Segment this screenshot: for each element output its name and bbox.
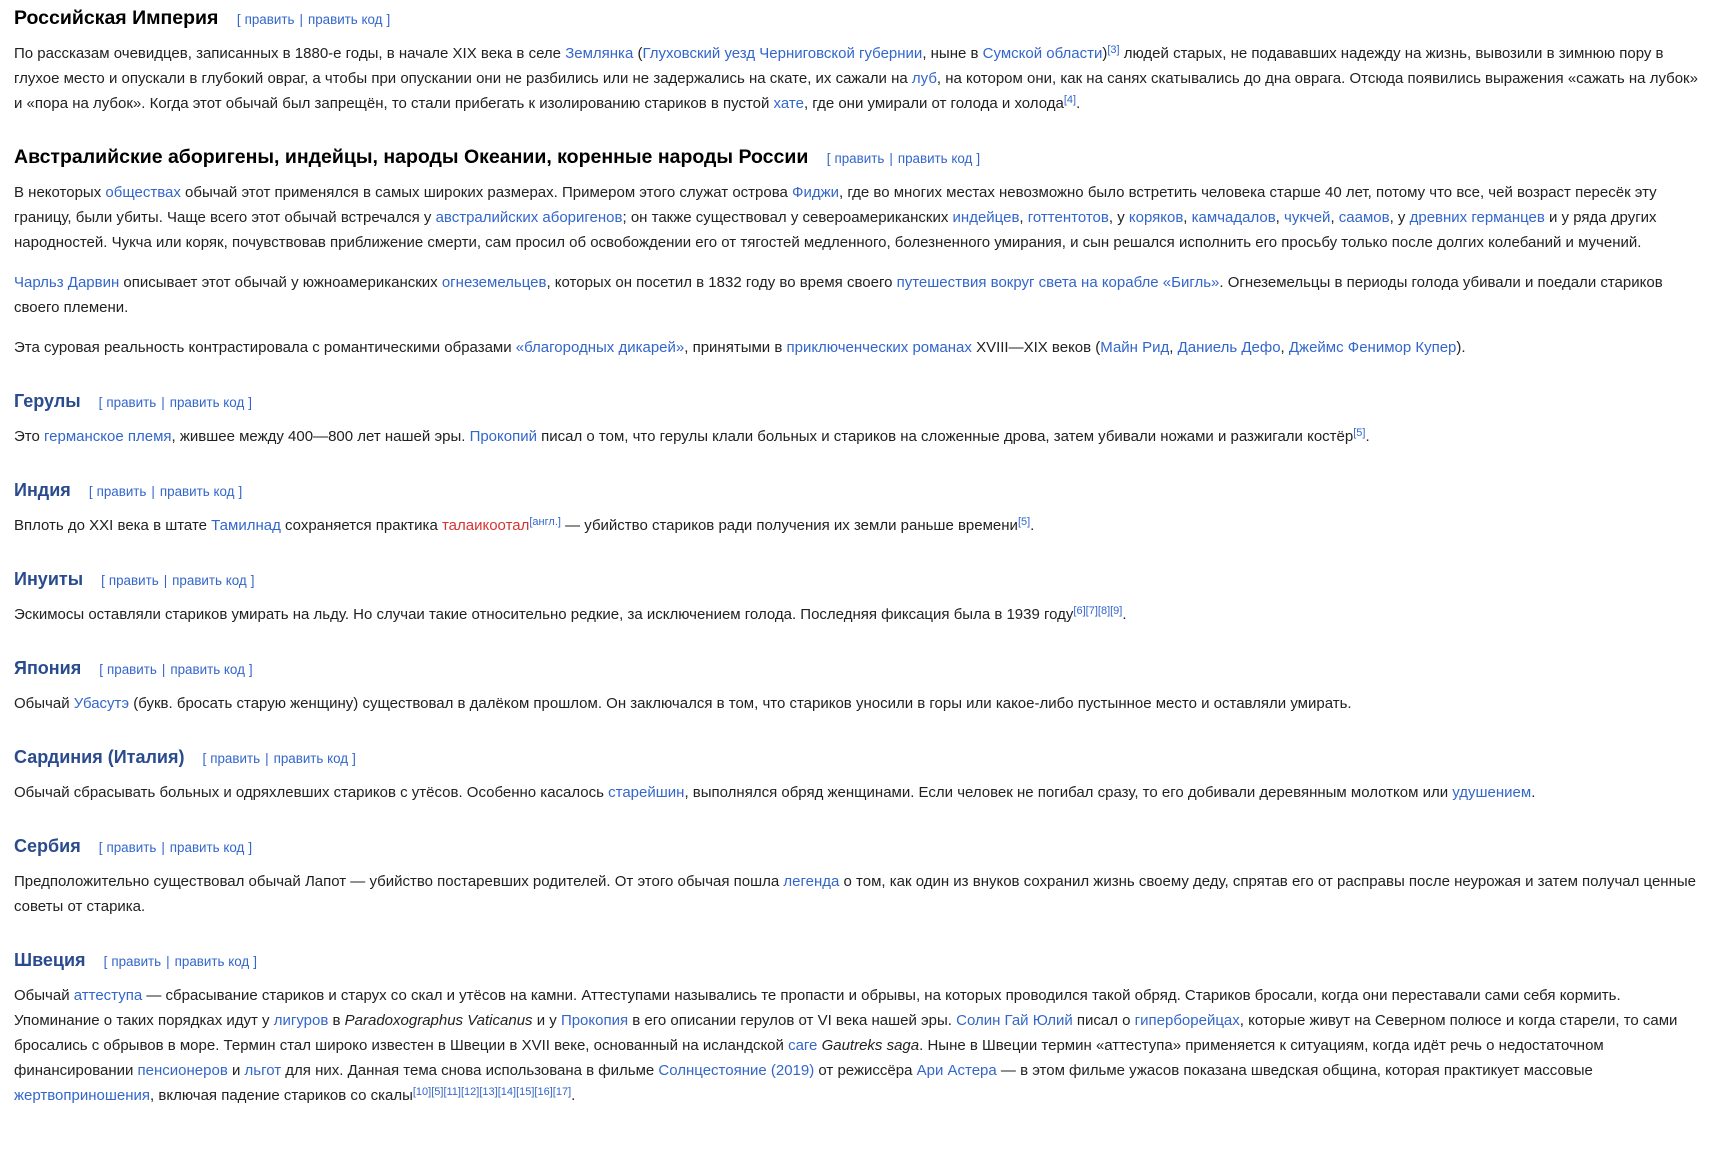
reference-sup — [529, 516, 561, 528]
wikilink[interactable]: «благородных дикарей» — [515, 339, 685, 356]
edit-code-link[interactable]: править код — [897, 151, 973, 166]
wikilink[interactable]: Тамилнад — [211, 517, 281, 534]
edit-section — [827, 151, 980, 166]
section-heading-text[interactable]: Швеция — [14, 950, 86, 970]
section-heading-text[interactable]: Инуиты — [14, 569, 84, 589]
edit-link[interactable]: править — [106, 395, 157, 410]
article-section — [14, 6, 1701, 116]
wikilink[interactable]: легенда — [783, 873, 840, 890]
text-run: описывает этот обычай у южноамериканских — [119, 274, 442, 291]
reference-sup — [1086, 605, 1098, 617]
wikilink[interactable]: камчадалов — [1191, 209, 1276, 226]
edit-bracket-open: [ — [236, 12, 241, 27]
edit-bracket-close: ] — [386, 12, 391, 27]
reference-link[interactable]: [8] — [1097, 604, 1111, 617]
wikilink[interactable]: Солнцестояние (2019) — [658, 1062, 815, 1079]
wikilink[interactable]: древних германцев — [1409, 209, 1545, 226]
edit-bracket-close: ] — [248, 662, 253, 677]
edit-divider: | — [161, 395, 165, 410]
text-run: и у ряда других народностей. Чукча или коряк, почувствовав приближение смерти, сам просил об освобождении его от тягостей медленного, болезненного умирания, и сын решался исполнить его просьбу только после долгих колебаний и мучений. — [14, 209, 1657, 251]
text-run: , где они умирали от голода и холода — [803, 95, 1064, 112]
text-run: . — [1030, 517, 1035, 534]
text-run: обычай этот применялся в самых широких размерах. Примером этого служат острова — [180, 184, 793, 201]
edit-bracket-close: ] — [238, 484, 243, 499]
edit-link[interactable]: править — [96, 484, 147, 499]
paragraph — [14, 602, 1701, 627]
edit-section — [99, 395, 252, 410]
edit-section — [237, 12, 390, 27]
text-run: Эскимосы оставляли стариков умирать на льду. Но случаи такие относительно редкие, за исключением голода. Последняя фиксация была в 1939 году — [14, 606, 1074, 623]
edit-bracket-open: [ — [103, 954, 108, 969]
text-run: , которых он посетил в 1832 году во время своего — [546, 274, 897, 291]
reference-sup — [479, 1086, 497, 1098]
wikilink[interactable]: приключенческих романах — [786, 339, 972, 356]
section-heading — [14, 834, 1701, 858]
edit-bracket-close: ] — [248, 395, 253, 410]
wikilink[interactable]: лигуров — [273, 1012, 329, 1029]
text-run: , — [1019, 209, 1028, 226]
paragraph — [14, 691, 1701, 716]
wikilink[interactable]: Джеймс Фенимор Купер — [1288, 339, 1457, 356]
edit-bracket-open: [ — [202, 751, 207, 766]
reference-link[interactable]: [6] — [1073, 604, 1086, 617]
paragraph — [14, 180, 1701, 255]
wikilink[interactable]: Глуховский уезд Черниговской губернии — [642, 45, 923, 62]
edit-bracket-open: [ — [98, 840, 103, 855]
text-run: , — [1275, 209, 1285, 226]
wikilink[interactable]: Майн Рид — [1100, 339, 1170, 356]
edit-divider: | — [299, 12, 303, 27]
edit-bracket-open: [ — [101, 573, 105, 588]
section-heading — [14, 6, 1701, 30]
wikilink[interactable]: старейшин — [608, 784, 685, 801]
section-heading — [14, 145, 1701, 169]
edit-section — [99, 840, 252, 855]
section-heading-text: Российская Империя — [14, 7, 219, 29]
article-section — [14, 567, 1701, 627]
paragraph — [14, 41, 1701, 116]
text-run: Обычай сбрасывать больных и одряхлевших стариков с утёсов. Особенно касалось — [14, 784, 609, 801]
text-run: ) — [1102, 45, 1108, 62]
wikilink[interactable]: коряков — [1128, 209, 1184, 226]
reference-sup — [1110, 605, 1122, 617]
edit-link[interactable]: править — [111, 954, 162, 969]
text-run: писал о том, что герулы клали больных и стариков на сложенные дрова, затем убивали ножами и разжигали костёр — [536, 428, 1354, 445]
edit-link[interactable]: править — [107, 662, 157, 677]
text-run: (букв. бросать старую женщину) существовал в далёком прошлом. Он заключался в том, что стариков уносили в горы или какое-либо пустынное место и оставляли умирать. — [129, 695, 1352, 712]
wikilink[interactable]: готтентотов — [1027, 209, 1109, 226]
edit-bracket-open: [ — [826, 151, 831, 166]
section-heading — [14, 656, 1701, 680]
edit-bracket-close: ] — [352, 751, 356, 766]
text-run: XVIII—XIX веков ( — [971, 339, 1101, 356]
reference-sup — [1064, 94, 1076, 106]
text-run: Эта суровая реальность контрастировала с романтическими образами — [14, 339, 516, 356]
text-run: ( — [633, 45, 643, 62]
text-run: . — [1076, 95, 1081, 112]
section-heading — [14, 948, 1701, 972]
edit-code-link[interactable]: править код — [307, 12, 383, 27]
article-section — [14, 389, 1701, 449]
wikilink[interactable]: хате — [773, 95, 804, 112]
reference-link[interactable]: [15] — [516, 1085, 535, 1098]
reference-link[interactable]: [13] — [479, 1085, 498, 1098]
text-run: Обычай — [14, 695, 74, 712]
wikilink[interactable]: Сумской области — [982, 45, 1103, 62]
paragraph — [14, 270, 1701, 320]
wikilink[interactable]: Ари Астера — [916, 1062, 997, 1079]
wikilink[interactable]: огнеземельцев — [441, 274, 547, 291]
reference-link[interactable]: [9] — [1110, 604, 1123, 617]
edit-section — [99, 662, 252, 677]
paragraph — [14, 335, 1701, 360]
edit-link[interactable]: править — [834, 151, 885, 166]
text-run: , на котором они, как на санях скатывались до дна оврага. Отсюда появились выражения «сажать на лубок» и «пора на лубок». Когда этот обычай был запрещён, то стали прибегать к изолированию стариков в пустой — [14, 70, 1698, 112]
edit-bracket-open: [ — [98, 395, 103, 410]
reference-link[interactable]: [17] — [552, 1085, 572, 1098]
text-run: ). — [1456, 339, 1466, 356]
text-run: ; он также существовал у североамериканских — [622, 209, 953, 226]
italic-text: Gautreks saga — [821, 1037, 920, 1054]
wikilink[interactable]: индейцев — [952, 209, 1020, 226]
text-run: — сбрасывание стариков и старух со скал и утёсов на камни. Аттеступами назывались те пропасти и обрывы, на которых проводился такой обряд. Стариков бросали, когда они переставали сами себя кормить. Упоминание о таких порядках идут у — [14, 987, 1621, 1029]
text-run: , принятыми в — [684, 339, 787, 356]
edit-code-link[interactable]: править код — [174, 954, 250, 969]
reference-sup — [498, 1086, 516, 1098]
text-run: , — [1183, 209, 1192, 226]
text-run: , выполнялся обряд женщинами. Если человек не погибал сразу, то его добивали деревянным молотком или — [684, 784, 1453, 801]
edit-bracket-close: ] — [248, 840, 253, 855]
edit-section — [202, 751, 355, 766]
reference-link[interactable]: [5] — [431, 1085, 444, 1098]
section-heading-text[interactable]: Япония — [14, 658, 82, 678]
paragraph — [14, 513, 1701, 538]
text-run: , где во многих местах невозможно было встретить человека старше 40 лет, потому что все, чей возраст пересёк эту границу, были убиты. Чаще всего этот обычай встречался у — [14, 184, 1657, 226]
reference-sup — [443, 1086, 461, 1098]
reference-sup — [1018, 516, 1030, 528]
reference-sup — [1107, 44, 1119, 56]
text-run: писал о — [1072, 1012, 1135, 1029]
wikilink[interactable]: гиперборейцах — [1134, 1012, 1240, 1029]
wikilink[interactable]: Солин Гай Юлий — [956, 1012, 1073, 1029]
article-section — [14, 948, 1701, 1108]
text-run: сохраняется практика — [280, 517, 442, 534]
edit-link[interactable]: править — [244, 12, 295, 27]
reference-link[interactable]: [16] — [534, 1085, 553, 1098]
text-run: . Ныне в Швеции термин «аттеступа» применяется к ситуациям, когда идёт речь о недостаточном финансировании — [14, 1037, 1604, 1079]
edit-code-link[interactable]: править код — [169, 395, 245, 410]
edit-bracket-open: [ — [88, 484, 93, 499]
text-run: , жившее между 400—800 лет нашей эры. — [171, 428, 470, 445]
edit-divider: | — [163, 573, 168, 588]
reference-link[interactable]: [11] — [443, 1085, 461, 1098]
paragraph — [14, 780, 1701, 805]
text-run: . — [1122, 606, 1127, 623]
reference-sup — [553, 1086, 571, 1098]
edit-link[interactable]: править — [210, 751, 261, 766]
section-heading-text: Австралийские аборигены, индейцы, народы Океании, коренные народы России — [14, 146, 809, 168]
wikilink[interactable]: чукчей — [1284, 209, 1331, 226]
edit-bracket-close: ] — [976, 151, 981, 166]
edit-bracket-open: [ — [99, 662, 103, 677]
edit-code-link[interactable]: править код — [169, 840, 245, 855]
edit-code-link[interactable]: править код — [273, 751, 349, 766]
reference-link[interactable]: [4] — [1063, 93, 1077, 106]
text-run: , у — [1389, 209, 1410, 226]
article-section — [14, 834, 1701, 919]
reference-sup — [534, 1086, 552, 1098]
text-run: в его описании герулов от VI века нашей эры. — [628, 1012, 957, 1029]
text-run: , которые живут на Северном полюсе и когда старели, то сами бросались с обрывов в море. Термин стал широко известен в Швеции в XVII веке, основанный на исландской — [14, 1012, 1678, 1054]
text-run: для них. Данная тема снова использована в фильме — [281, 1062, 659, 1079]
article-section — [14, 145, 1701, 360]
edit-divider: | — [151, 484, 155, 499]
paragraph — [14, 983, 1701, 1108]
edit-bracket-close: ] — [253, 954, 257, 969]
article-section — [14, 656, 1701, 716]
edit-divider: | — [166, 954, 170, 969]
text-run: и у — [532, 1012, 561, 1029]
edit-section — [104, 954, 257, 969]
paragraph — [14, 869, 1701, 919]
reference-link[interactable]: [5] — [1353, 426, 1366, 439]
text-run: . — [571, 1087, 576, 1104]
wikilink[interactable]: путешествия вокруг света на корабле «Бигль» — [896, 274, 1220, 291]
reference-link[interactable]: [10] — [412, 1085, 432, 1098]
wikilink[interactable]: Убасутэ — [73, 695, 130, 712]
section-heading-text[interactable]: Сербия — [14, 836, 81, 856]
edit-code-link[interactable]: править код — [172, 573, 247, 588]
article-section — [14, 745, 1701, 805]
reference-sup — [413, 1086, 431, 1098]
edit-link[interactable]: править — [106, 840, 157, 855]
text-run: . Огнеземельцы в периоды голода убивали и поедали стариков своего племени. — [14, 274, 1663, 316]
wikilink[interactable]: аттеступа — [73, 987, 143, 1004]
paragraph — [14, 424, 1701, 449]
wikilink[interactable]: льгот — [244, 1062, 282, 1079]
reference-link[interactable]: [англ.] — [529, 515, 561, 528]
section-heading-text[interactable]: Индия — [14, 480, 71, 500]
reference-link[interactable]: [5] — [1017, 515, 1031, 528]
text-run: Предположительно существовал обычай Лапот — убийство постаревших родителей. От этого обычая пошла — [14, 873, 784, 890]
text-run: Обычай — [14, 987, 74, 1004]
edit-divider: | — [265, 751, 269, 766]
wikilink[interactable]: Чарльз Дарвин — [14, 274, 120, 291]
reference-link[interactable]: [3] — [1107, 43, 1120, 56]
edit-bracket-close: ] — [250, 573, 255, 588]
wikilink[interactable]: саге — [788, 1037, 818, 1054]
section-heading — [14, 567, 1701, 591]
reference-sup — [1073, 605, 1085, 617]
wikilink[interactable]: пенсионеров — [137, 1062, 228, 1079]
wikilink[interactable]: Даниель Дефо — [1177, 339, 1281, 356]
red-wikilink[interactable]: талаикоотал — [441, 517, 530, 534]
section-heading — [14, 745, 1701, 769]
reference-link[interactable]: [14] — [497, 1085, 517, 1098]
edit-section — [101, 573, 254, 588]
wikilink[interactable]: германское племя — [44, 428, 172, 445]
text-run: . — [1365, 428, 1370, 445]
reference-link[interactable]: [12] — [460, 1085, 480, 1098]
text-run: Это — [14, 428, 44, 445]
text-run: в — [328, 1012, 345, 1029]
edit-code-link[interactable]: править код — [170, 662, 245, 677]
edit-code-link[interactable]: править код — [159, 484, 235, 499]
wikilink[interactable]: жертвоприношения — [14, 1087, 151, 1104]
edit-link[interactable]: править — [108, 573, 159, 588]
reference-sup — [461, 1086, 479, 1098]
text-run: В некоторых — [14, 184, 106, 201]
text-run: от режиссёра — [814, 1062, 917, 1079]
wikilink[interactable]: Фиджи — [792, 184, 839, 201]
text-run: , — [1280, 339, 1289, 356]
wikilink[interactable]: австралийских аборигенов — [435, 209, 623, 226]
edit-divider: | — [161, 662, 166, 677]
wikilink[interactable]: Прокопий — [469, 428, 537, 445]
section-heading — [14, 389, 1701, 413]
text-run: — убийство стариков ради получения их земли раньше времени — [560, 517, 1018, 534]
text-run: , ныне в — [922, 45, 983, 62]
text-run: Вплоть до XXI века в штате — [14, 517, 212, 534]
wikilink[interactable]: саамов — [1338, 209, 1390, 226]
reference-link[interactable]: [7] — [1085, 604, 1098, 617]
section-heading-text[interactable]: Герулы — [14, 391, 81, 411]
reference-sup — [1098, 605, 1110, 617]
wikilink[interactable]: удушением — [1452, 784, 1532, 801]
text-run: и — [227, 1062, 245, 1079]
section-heading — [14, 478, 1701, 502]
wikilink[interactable]: Прокопия — [560, 1012, 629, 1029]
wikilink[interactable]: луб — [911, 70, 937, 87]
section-heading-text[interactable]: Сардиния (Италия) — [14, 747, 185, 767]
reference-sup — [1353, 427, 1365, 439]
text-run: , — [1330, 209, 1339, 226]
edit-divider: | — [889, 151, 893, 166]
text-run: людей старых, не подававших надежду на жизнь, вывозили в зимнюю пору в глухое место и опускали в глубокий овраг, а чтобы при опускании они не разбились или не задержались на скате, их сажали на — [14, 45, 1664, 87]
edit-divider: | — [161, 840, 165, 855]
text-run: — в этом фильме ужасов показана шведская община, которая практикует массовые — [996, 1062, 1593, 1079]
text-run: , — [1169, 339, 1178, 356]
text-run: , у — [1108, 209, 1129, 226]
reference-sup — [431, 1086, 443, 1098]
text-run: о том, как один из внуков сохранил жизнь своему деду, спрятав его от расправы после неурожая и затем получал ценные советы от старика. — [14, 873, 1696, 915]
wikilink[interactable]: обществах — [105, 184, 181, 201]
text-run: . — [1531, 784, 1536, 801]
edit-section — [89, 484, 242, 499]
reference-sup — [516, 1086, 534, 1098]
italic-text: Paradoxographus Vaticanus — [344, 1012, 533, 1029]
text-run: По рассказам очевидцев, записанных в 1880-е годы, в начале XIX века в селе — [14, 45, 566, 62]
wikilink[interactable]: Землянка — [565, 45, 634, 62]
article-section — [14, 478, 1701, 538]
text-run: , включая падение стариков со скалы — [150, 1087, 413, 1104]
